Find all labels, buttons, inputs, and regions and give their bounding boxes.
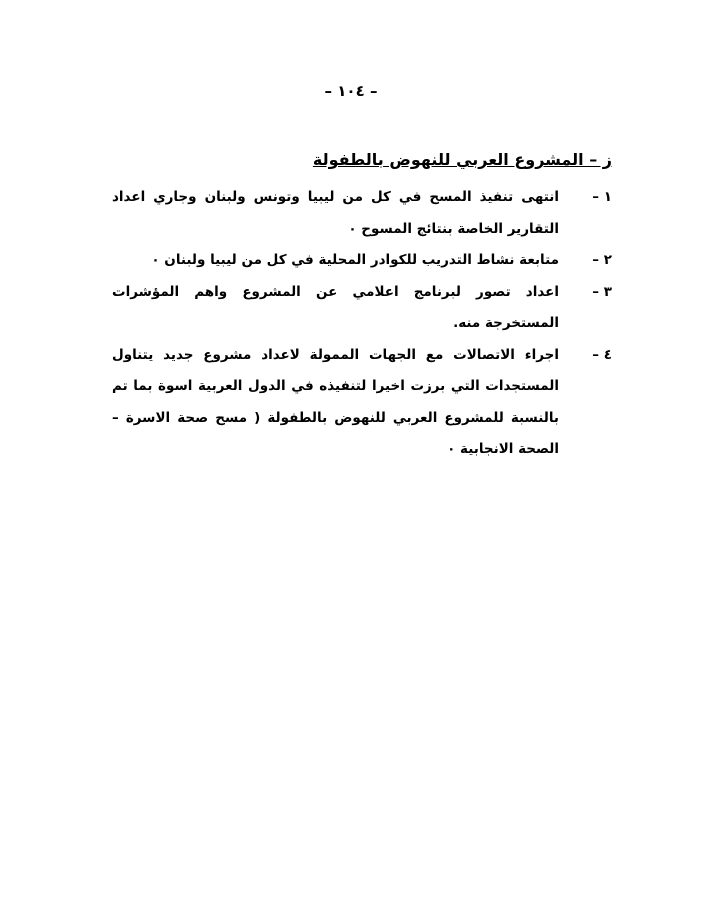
item-list <box>112 182 612 466</box>
item-number: ٤ – <box>592 346 612 363</box>
list-item <box>112 340 612 466</box>
item-text: انتهى تنفيذ المسح في كل من ليبيا وتونس ولبنان وجاري اعداد التقارير الخاصة بنتائج المسوح ٠ <box>112 189 559 237</box>
item-number: ٢ – <box>592 252 612 268</box>
item-text: اجراء الاتصالات مع الجهات الممولة لاعداد مشروع جديد يتناول المستجدات التي برزت اخيرا لتنفيذه في الدول العربية اسوة بما تم بالنسبة للمشروع العربي للنهوض بالطفولة ( مسح صحة الاسرة – الصحة الانجابية ٠ <box>112 346 559 457</box>
item-number: ٣ – <box>592 283 612 300</box>
item-text: متابعة نشاط التدريب للكوادر المحلية في كل من ليبيا ولبنان ٠ <box>151 252 559 268</box>
list-item <box>112 182 612 245</box>
list-item <box>112 277 612 340</box>
item-text: اعداد تصور لبرنامج اعلامي عن المشروع واهم المؤشرات المستخرجة منه. <box>112 283 559 331</box>
section-heading: ز – المشروع العربي للنهوض بالطفولة <box>312 150 612 169</box>
item-number: ١ – <box>592 189 612 205</box>
list-item <box>112 245 612 277</box>
page-number: – ١٠٤ – <box>324 82 378 100</box>
